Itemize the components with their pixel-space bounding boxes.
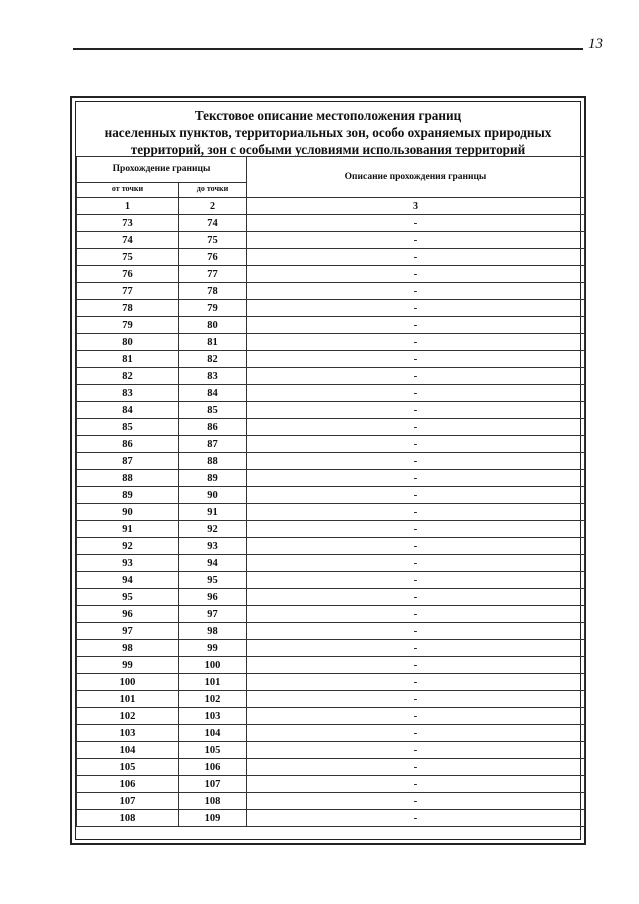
cell-from-point: 73 xyxy=(77,215,179,232)
table-row xyxy=(77,317,585,334)
cell-description: - xyxy=(247,521,585,538)
cell-from-point: 96 xyxy=(77,606,179,623)
cell-from-point: 80 xyxy=(77,334,179,351)
cell-to-point: 103 xyxy=(179,708,247,725)
cell-to-point: 97 xyxy=(179,606,247,623)
header-description: Описание прохождения границы xyxy=(247,157,585,198)
cell-from-point: 93 xyxy=(77,555,179,572)
table-row xyxy=(77,810,585,827)
cell-to-point: 77 xyxy=(179,266,247,283)
cell-to-point: 109 xyxy=(179,810,247,827)
cell-from-point: 102 xyxy=(77,708,179,725)
cell-from-point: 107 xyxy=(77,793,179,810)
cell-to-point: 91 xyxy=(179,504,247,521)
table-row xyxy=(77,368,585,385)
cell-description: - xyxy=(247,283,585,300)
title-line-3: территорий, зон с особыми условиями использования территорий xyxy=(130,142,526,157)
boundary-table xyxy=(76,156,585,827)
cell-from-point: 87 xyxy=(77,453,179,470)
cell-to-point: 106 xyxy=(179,759,247,776)
cell-description: - xyxy=(247,657,585,674)
cell-to-point: 79 xyxy=(179,300,247,317)
cell-from-point: 78 xyxy=(77,300,179,317)
cell-to-point: 104 xyxy=(179,725,247,742)
title-line-1: Текстовое описание местоположения границ xyxy=(194,108,462,123)
table-row xyxy=(77,691,585,708)
inner-frame xyxy=(75,101,581,840)
cell-to-point: 92 xyxy=(179,521,247,538)
table-row xyxy=(77,742,585,759)
cell-description: - xyxy=(247,776,585,793)
cell-description: - xyxy=(247,470,585,487)
document-title xyxy=(76,102,580,157)
cell-description: - xyxy=(247,334,585,351)
table-row xyxy=(77,385,585,402)
cell-to-point: 100 xyxy=(179,657,247,674)
cell-to-point: 94 xyxy=(179,555,247,572)
cell-to-point: 86 xyxy=(179,419,247,436)
header-to-point: до точки xyxy=(179,183,247,198)
cell-description: - xyxy=(247,759,585,776)
cell-description: - xyxy=(247,402,585,419)
document-frame xyxy=(70,96,586,845)
cell-to-point: 88 xyxy=(179,453,247,470)
cell-from-point: 103 xyxy=(77,725,179,742)
cell-from-point: 98 xyxy=(77,640,179,657)
table-row xyxy=(77,640,585,657)
cell-description: - xyxy=(247,266,585,283)
table-row xyxy=(77,232,585,249)
cell-from-point: 89 xyxy=(77,487,179,504)
cell-description: - xyxy=(247,572,585,589)
cell-from-point: 95 xyxy=(77,589,179,606)
table-row xyxy=(77,623,585,640)
table-row xyxy=(77,436,585,453)
cell-to-point: 84 xyxy=(179,385,247,402)
table-row xyxy=(77,725,585,742)
cell-from-point: 100 xyxy=(77,674,179,691)
table-row xyxy=(77,572,585,589)
cell-from-point: 88 xyxy=(77,470,179,487)
cell-description: - xyxy=(247,232,585,249)
cell-to-point: 90 xyxy=(179,487,247,504)
table-row xyxy=(77,555,585,572)
table-row xyxy=(77,487,585,504)
cell-to-point: 80 xyxy=(179,317,247,334)
cell-description: - xyxy=(247,249,585,266)
cell-description: - xyxy=(247,385,585,402)
cell-from-point: 97 xyxy=(77,623,179,640)
cell-from-point: 101 xyxy=(77,691,179,708)
table-row xyxy=(77,453,585,470)
cell-description: - xyxy=(247,317,585,334)
cell-from-point: 108 xyxy=(77,810,179,827)
cell-description: - xyxy=(247,708,585,725)
table-row xyxy=(77,538,585,555)
table-row xyxy=(77,334,585,351)
page-number: 13 xyxy=(588,36,603,52)
cell-to-point: 85 xyxy=(179,402,247,419)
cell-to-point: 75 xyxy=(179,232,247,249)
cell-to-point: 89 xyxy=(179,470,247,487)
cell-to-point: 107 xyxy=(179,776,247,793)
cell-description: - xyxy=(247,810,585,827)
cell-description: - xyxy=(247,589,585,606)
header-passage: Прохождение границы xyxy=(77,157,247,183)
cell-from-point: 104 xyxy=(77,742,179,759)
cell-description: - xyxy=(247,453,585,470)
table-row xyxy=(77,249,585,266)
cell-to-point: 98 xyxy=(179,623,247,640)
table-row xyxy=(77,470,585,487)
cell-from-point: 77 xyxy=(77,283,179,300)
column-number-2: 2 xyxy=(179,198,247,215)
cell-to-point: 82 xyxy=(179,351,247,368)
header-row xyxy=(77,157,585,183)
cell-from-point: 106 xyxy=(77,776,179,793)
cell-to-point: 95 xyxy=(179,572,247,589)
cell-from-point: 85 xyxy=(77,419,179,436)
table-row xyxy=(77,402,585,419)
cell-to-point: 83 xyxy=(179,368,247,385)
table-row xyxy=(77,283,585,300)
cell-description: - xyxy=(247,504,585,521)
cell-from-point: 90 xyxy=(77,504,179,521)
table-row xyxy=(77,606,585,623)
cell-from-point: 91 xyxy=(77,521,179,538)
cell-from-point: 83 xyxy=(77,385,179,402)
cell-description: - xyxy=(247,606,585,623)
table-row xyxy=(77,351,585,368)
cell-to-point: 96 xyxy=(179,589,247,606)
cell-from-point: 86 xyxy=(77,436,179,453)
table-row xyxy=(77,708,585,725)
column-number-3: 3 xyxy=(247,198,585,215)
cell-description: - xyxy=(247,538,585,555)
cell-description: - xyxy=(247,419,585,436)
table-row xyxy=(77,759,585,776)
cell-to-point: 78 xyxy=(179,283,247,300)
cell-description: - xyxy=(247,691,585,708)
cell-description: - xyxy=(247,742,585,759)
cell-to-point: 87 xyxy=(179,436,247,453)
column-number-row xyxy=(77,198,585,215)
cell-to-point: 105 xyxy=(179,742,247,759)
cell-to-point: 101 xyxy=(179,674,247,691)
cell-from-point: 105 xyxy=(77,759,179,776)
cell-description: - xyxy=(247,793,585,810)
cell-to-point: 76 xyxy=(179,249,247,266)
cell-to-point: 99 xyxy=(179,640,247,657)
cell-from-point: 81 xyxy=(77,351,179,368)
cell-to-point: 74 xyxy=(179,215,247,232)
table-row xyxy=(77,504,585,521)
cell-from-point: 82 xyxy=(77,368,179,385)
cell-from-point: 92 xyxy=(77,538,179,555)
header-rule xyxy=(73,48,583,50)
cell-description: - xyxy=(247,674,585,691)
table-row xyxy=(77,589,585,606)
table-row xyxy=(77,300,585,317)
cell-from-point: 76 xyxy=(77,266,179,283)
title-line-2: населенных пунктов, территориальных зон, особо охраняемых природных xyxy=(104,125,552,140)
cell-description: - xyxy=(247,640,585,657)
header-from-point: от точки xyxy=(77,183,179,198)
cell-from-point: 84 xyxy=(77,402,179,419)
table-row xyxy=(77,776,585,793)
cell-from-point: 99 xyxy=(77,657,179,674)
cell-description: - xyxy=(247,300,585,317)
table-row xyxy=(77,657,585,674)
column-number-1: 1 xyxy=(77,198,179,215)
cell-description: - xyxy=(247,623,585,640)
cell-to-point: 93 xyxy=(179,538,247,555)
cell-description: - xyxy=(247,725,585,742)
table-row xyxy=(77,419,585,436)
table-row xyxy=(77,521,585,538)
cell-from-point: 79 xyxy=(77,317,179,334)
cell-description: - xyxy=(247,351,585,368)
table-row xyxy=(77,266,585,283)
cell-from-point: 74 xyxy=(77,232,179,249)
cell-description: - xyxy=(247,215,585,232)
table-row xyxy=(77,674,585,691)
cell-description: - xyxy=(247,487,585,504)
cell-to-point: 81 xyxy=(179,334,247,351)
cell-to-point: 108 xyxy=(179,793,247,810)
table-row xyxy=(77,793,585,810)
cell-description: - xyxy=(247,368,585,385)
cell-description: - xyxy=(247,555,585,572)
cell-from-point: 94 xyxy=(77,572,179,589)
table-row xyxy=(77,215,585,232)
cell-description: - xyxy=(247,436,585,453)
cell-to-point: 102 xyxy=(179,691,247,708)
cell-from-point: 75 xyxy=(77,249,179,266)
